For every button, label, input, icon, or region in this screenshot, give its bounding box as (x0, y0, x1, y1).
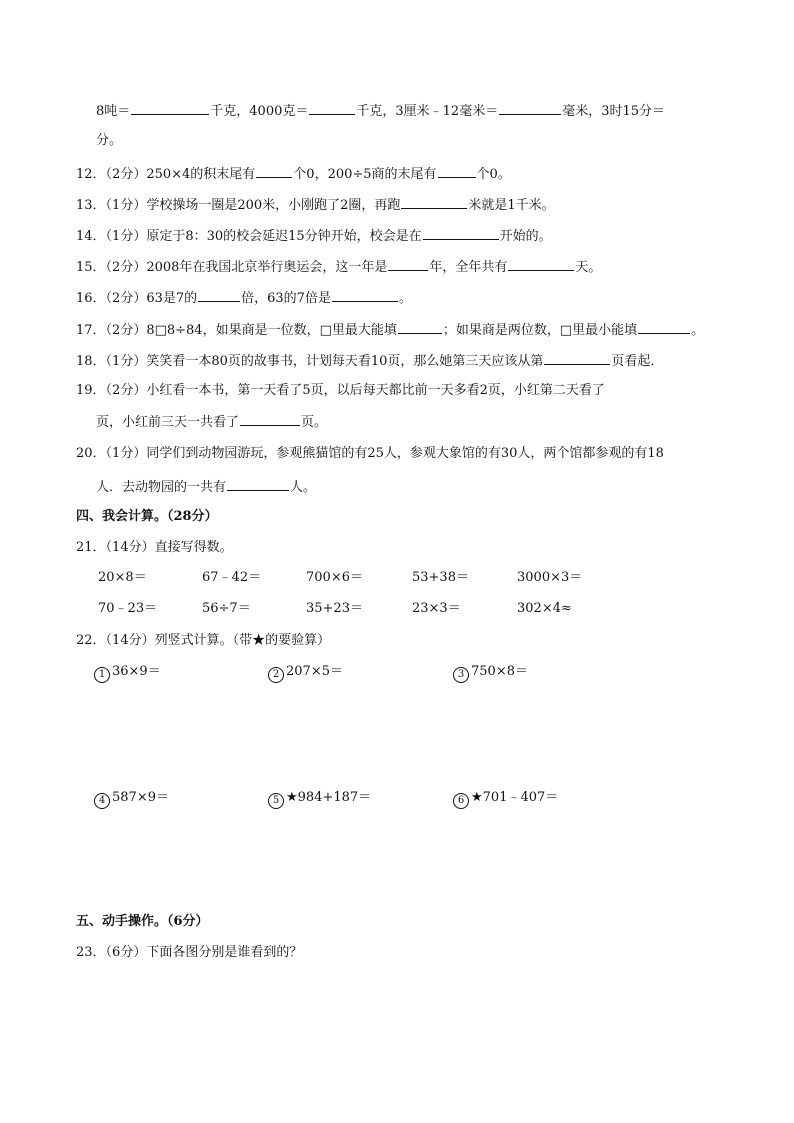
answer-blank[interactable] (198, 288, 240, 302)
calc-item: 67﹣42＝ (202, 570, 262, 585)
text: 页看起． (611, 354, 664, 369)
circled-number: 5 (268, 793, 284, 809)
question-11-continued (96, 101, 665, 121)
question-20 (76, 445, 664, 463)
text: 倍，63的7倍是 (241, 291, 331, 306)
vertical-calc-item (94, 663, 161, 683)
text: 15．（2分）2008年在我国北京举行奥运会，这一年是 (76, 260, 388, 275)
text: 人。 (290, 480, 317, 495)
text: 12．（2分）250×4的积末尾有 (76, 167, 256, 182)
text: 个0，200÷5商的末尾有 (293, 167, 437, 182)
text: 14．（1分）原定于8：30的校会延迟15分钟开始，校会是在 (76, 229, 422, 244)
circled-number: 1 (94, 667, 110, 683)
text: 。 (398, 291, 412, 306)
text: 17．（2分）8□8÷84，如果商是一位数，□里最大能填 (76, 323, 397, 338)
question-19-line2 (96, 412, 327, 432)
question-15 (76, 257, 601, 277)
vertical-calc-item (268, 663, 343, 683)
text: 13．（1分）学校操场一圈是200米，小刚跑了2圈，再跑 (76, 198, 401, 213)
text: 毫米，3时15分＝ (562, 104, 666, 119)
circled-number: 6 (453, 793, 469, 809)
circled-number: 4 (94, 793, 110, 809)
answer-blank[interactable] (438, 164, 476, 178)
text: 开始的。 (499, 229, 552, 244)
answer-blank[interactable] (508, 257, 574, 271)
answer-blank[interactable] (398, 320, 442, 334)
expression: ★701﹣407＝ (471, 790, 559, 805)
answer-blank[interactable] (388, 257, 428, 271)
answer-blank[interactable] (499, 101, 561, 115)
expression: 207×5＝ (286, 664, 343, 679)
calc-item: 302×4≈ (517, 601, 572, 616)
answer-blank[interactable] (544, 351, 610, 365)
text: ；如果商是两位数，□里最小能填 (442, 323, 638, 338)
text: 个0。 (476, 167, 511, 182)
answer-blank[interactable] (131, 101, 209, 115)
question-21-title: 21．（14分）直接写得数。 (76, 540, 233, 555)
text: 千克，4000克＝ (210, 104, 309, 119)
calc-item: 70﹣23＝ (98, 601, 158, 616)
expression: ★984+187＝ (286, 790, 372, 805)
expression: 587×9＝ (112, 790, 169, 805)
circled-number: 2 (268, 667, 284, 683)
text: 人．去动物园的一共有 (96, 480, 227, 495)
answer-blank[interactable] (332, 288, 398, 302)
circled-number: 3 (453, 667, 469, 683)
text: 千克，3厘米﹣12毫米＝ (356, 104, 499, 119)
answer-blank[interactable] (240, 412, 300, 426)
text: 20．（1分）同学们到动物园游玩，参观熊猫馆的有25人，参观大象馆的有30人，两个馆都参观的有18 (76, 446, 664, 461)
expression: 750×8＝ (471, 664, 528, 679)
calc-item: 53+38＝ (412, 570, 469, 585)
question-22-title: 22．（14分）列竖式计算。（带★的要验算） (76, 633, 331, 648)
text: 。 (691, 323, 705, 338)
text: 页。 (301, 415, 328, 430)
expression: 36×9＝ (112, 664, 161, 679)
text: 分。 (96, 133, 123, 148)
question-23-title: 23．（6分）下面各图分别是谁看到的？ (76, 945, 303, 960)
answer-blank[interactable] (423, 226, 499, 240)
section-5-heading: 五、动手操作。（6分） (76, 914, 209, 929)
calc-item: 35+23＝ (306, 601, 363, 616)
calc-item: 56÷7＝ (202, 601, 251, 616)
text: 8吨＝ (96, 104, 131, 119)
text: 19．（2分）小红看一本书，第一天看了5页，以后每天都比前一天多看2页，小红第二天看了 (76, 383, 605, 398)
question-19 (76, 382, 605, 400)
section-4-heading: 四、我会计算。（28分） (76, 509, 218, 524)
vertical-calc-item (94, 789, 169, 809)
question-17 (76, 320, 704, 340)
calc-item: 700×6＝ (306, 570, 363, 585)
vertical-calc-item (453, 663, 528, 683)
question-11-tail (96, 132, 122, 150)
calc-item: 20×8＝ (98, 570, 147, 585)
question-13 (76, 195, 555, 215)
question-12 (76, 164, 511, 184)
calc-item: 3000×3＝ (517, 570, 583, 585)
answer-blank[interactable] (638, 320, 690, 334)
vertical-calc-item (453, 789, 558, 809)
question-18 (76, 351, 663, 371)
answer-blank[interactable] (401, 195, 467, 209)
question-14 (76, 226, 552, 246)
text: 18．（1分）笑笑看一本80页的故事书，计划每天看10页，那么她第三天应该从第 (76, 354, 544, 369)
answer-blank[interactable] (309, 101, 355, 115)
answer-blank[interactable] (227, 477, 289, 491)
text: 16．（2分）63是7的 (76, 291, 198, 306)
answer-blank[interactable] (256, 164, 292, 178)
calc-item: 23×3＝ (412, 601, 461, 616)
text: 米就是1千米。 (468, 198, 555, 213)
question-20-line2 (96, 477, 316, 497)
vertical-calc-item (268, 789, 371, 809)
text: 年，全年共有 (429, 260, 508, 275)
text: 天。 (575, 260, 602, 275)
text: 页，小红前三天一共看了 (96, 415, 240, 430)
question-16 (76, 288, 412, 308)
